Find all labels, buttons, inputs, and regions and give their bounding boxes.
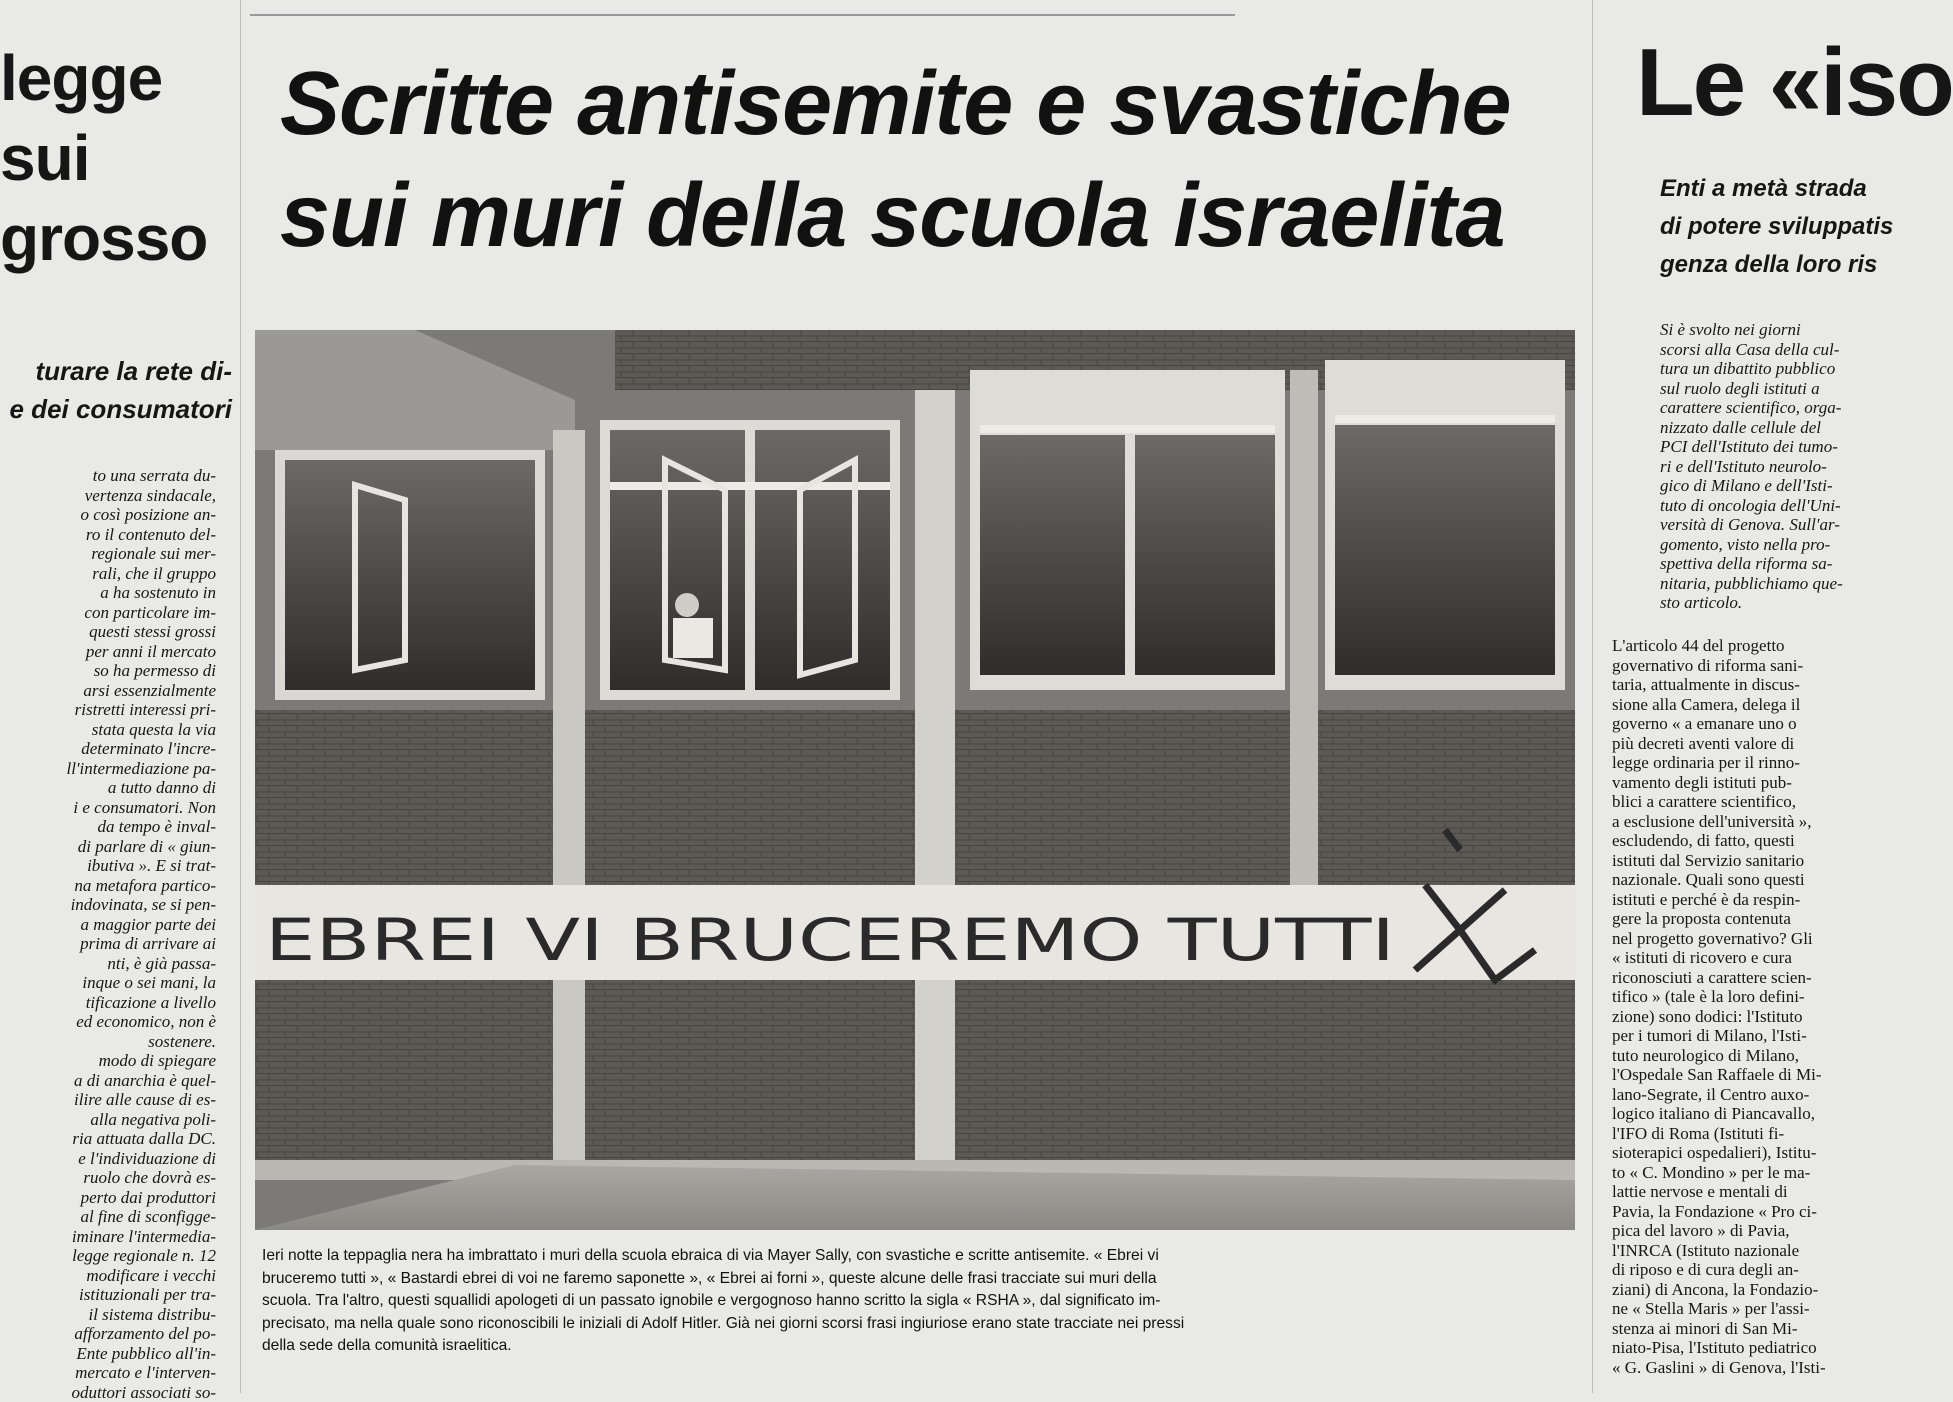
left-body-line: o così posizione an- <box>0 505 216 525</box>
caption-line: precisato, ma nella quale sono riconoscibili le iniziali di Adolf Hitler. Già nei giorni scorsi frasi ingiuriose erano state tracciate nei pressi <box>262 1313 1570 1336</box>
left-body-line: il sistema distribu- <box>0 1305 216 1325</box>
right-intro-line: nitaria, pubblichiamo que- <box>1660 574 1910 594</box>
caption-line: scuola. Tra l'altro, questi squallidi apologeti di un passato ignobile e vergognoso hanno scritto la sigla « RSHA », dal significato im- <box>262 1290 1570 1313</box>
caption-line: bruceremo tutti », « Bastardi ebrei di voi ne faremo saponette », « Ebrei ai forni », queste alcune delle frasi tracciate sui muri della <box>262 1268 1570 1291</box>
column-separator-left <box>240 0 241 1393</box>
right-intro-line: gico di Milano e dell'Isti- <box>1660 476 1910 496</box>
right-subheadline <box>1660 170 1920 284</box>
right-body-line: l'INRCA (Istituto nazionale <box>1612 1241 1920 1261</box>
right-body-line: niato-Pisa, l'Istituto pediatrico <box>1612 1338 1920 1358</box>
right-body-line: zione) sono dodici: l'Istituto <box>1612 1007 1920 1027</box>
left-body-line: sostenere. <box>0 1032 216 1052</box>
left-body-line: ll'intermediazione pa- <box>0 759 216 779</box>
top-rule <box>250 14 1235 16</box>
right-intro-line: sto articolo. <box>1660 593 1910 613</box>
right-body-line: governo « a emanare uno o <box>1612 714 1920 734</box>
left-body-line: prima di arrivare ai <box>0 934 216 954</box>
right-intro-line: scorsi alla Casa della cul- <box>1660 340 1910 360</box>
right-body-line: to « C. Mondino » per le ma- <box>1612 1163 1920 1183</box>
right-body-line: « G. Gaslini » di Genova, l'Isti- <box>1612 1358 1920 1378</box>
right-body-line: gere la proposta contenuta <box>1612 909 1920 929</box>
left-body-line: tificazione a livello <box>0 993 216 1013</box>
right-body-line: l'Ospedale San Raffaele di Mi- <box>1612 1065 1920 1085</box>
right-body-line: istituti e perché è da respin- <box>1612 890 1920 910</box>
left-body-line: vertenza sindacale, <box>0 486 216 506</box>
left-body-line: e l'individuazione di <box>0 1149 216 1169</box>
right-intro-line: spettiva della riforma sa- <box>1660 554 1910 574</box>
right-body-line: lattie nervose e mentali di <box>1612 1182 1920 1202</box>
left-body-line: oduttori associati so- <box>0 1383 216 1402</box>
right-subheadline-line: genza della loro ris <box>1660 246 1920 284</box>
right-body-line: lano-Segrate, il Centro auxo- <box>1612 1085 1920 1105</box>
right-body-line: blici a carattere scientifico, <box>1612 792 1920 812</box>
graffiti-text: EBREI VI BRUCEREMO TUTTI <box>265 906 1395 974</box>
photo-caption <box>262 1245 1570 1358</box>
school-wall-photo-illustration <box>255 330 1575 1230</box>
right-body-line: istituti dal Servizio sanitario <box>1612 851 1920 871</box>
left-body-line: ibutiva ». E si trat- <box>0 856 216 876</box>
right-body-line: l'IFO di Roma (Istituti fi- <box>1612 1124 1920 1144</box>
right-body-line: tifico » (tale è la loro defini- <box>1612 987 1920 1007</box>
left-headline-line: legge <box>0 38 232 118</box>
main-headline-line: Scritte antisemite e svastiche <box>280 48 1550 160</box>
right-body-line: per i tumori di Milano, l'Isti- <box>1612 1026 1920 1046</box>
right-intro-line: tura un dibattito pubblico <box>1660 359 1910 379</box>
right-body-line: logico italiano di Piancavallo, <box>1612 1104 1920 1124</box>
left-body-line: per anni il mercato <box>0 642 216 662</box>
left-subheadline <box>0 352 232 428</box>
left-body-line: stata questa la via <box>0 720 216 740</box>
right-body-line: di riposo e di cura degli an- <box>1612 1260 1920 1280</box>
left-body-line: regionale sui mer- <box>0 544 216 564</box>
left-body-line: afforzamento del po- <box>0 1324 216 1344</box>
right-body-line: « istituti di ricovero e cura <box>1612 948 1920 968</box>
left-body-line: ro il contenuto del- <box>0 525 216 545</box>
left-column-article <box>0 0 232 1393</box>
right-body-line: più decreti aventi valore di <box>1612 734 1920 754</box>
main-headline-line: sui muri della scuola israelita <box>280 160 1550 272</box>
left-body-line: i e consumatori. Non <box>0 798 216 818</box>
left-body-line: a maggior parte dei <box>0 915 216 935</box>
right-intro-line: ri e dell'Istituto neurolo- <box>1660 457 1910 477</box>
left-body-line: di parlare di « giun- <box>0 837 216 857</box>
left-body-line: na metafora partico- <box>0 876 216 896</box>
left-body-line: Ente pubblico all'in- <box>0 1344 216 1364</box>
right-intro-text <box>1660 320 1910 613</box>
left-body-line: to una serrata du- <box>0 466 216 486</box>
right-body-line: Pavia, la Fondazione « Pro ci- <box>1612 1202 1920 1222</box>
left-body-line: da tempo è inval- <box>0 817 216 837</box>
right-body-line: governativo di riforma sani- <box>1612 656 1920 676</box>
right-body-line: ziani) di Ancona, la Fondazio- <box>1612 1280 1920 1300</box>
right-intro-line: versità di Genova. Sull'ar- <box>1660 515 1910 535</box>
right-body-line: ne « Stella Maris » per l'assi- <box>1612 1299 1920 1319</box>
left-body-line: al fine di sconfigge- <box>0 1207 216 1227</box>
right-intro-line: gomento, visto nella pro- <box>1660 535 1910 555</box>
right-body-line: escludendo, di fatto, questi <box>1612 831 1920 851</box>
left-body-line: rali, che il gruppo <box>0 564 216 584</box>
right-intro-line: sul ruolo degli istituti a <box>1660 379 1910 399</box>
right-column-article <box>1600 0 1920 1393</box>
left-subheadline-line: e dei consumatori <box>0 390 232 428</box>
main-headline <box>280 48 1550 272</box>
right-subheadline-line: Enti a metà strada <box>1660 170 1920 208</box>
caption-line: Ieri notte la teppaglia nera ha imbrattato i muri della scuola ebraica di via Mayer Sally, con svastiche e scritte antisemite. « Ebrei vi <box>262 1245 1570 1268</box>
right-body-line: a esclusione dell'università », <box>1612 812 1920 832</box>
right-body-line: vamento degli istituti pub- <box>1612 773 1920 793</box>
right-subheadline-line: di potere sviluppatis <box>1660 208 1920 246</box>
left-body-line: perto dai produttori <box>0 1188 216 1208</box>
left-body-line: a ha sostenuto in <box>0 583 216 603</box>
left-body-text <box>0 466 216 1402</box>
cropped-previous-headline <box>420 0 980 4</box>
column-separator-right <box>1592 0 1593 1393</box>
left-body-line: a tutto danno di <box>0 778 216 798</box>
right-body-line: legge ordinaria per il rinno- <box>1612 753 1920 773</box>
school-wall-photo <box>255 330 1575 1230</box>
left-body-line: modificare i vecchi <box>0 1266 216 1286</box>
right-body-line: pica del lavoro » di Pavia, <box>1612 1221 1920 1241</box>
caption-line: della sede della comunità israelitica. <box>262 1335 1570 1358</box>
left-body-line: indovinata, se si pen- <box>0 895 216 915</box>
right-body-line: L'articolo 44 del progetto <box>1612 636 1920 656</box>
left-body-line: ruolo che dovrà es- <box>0 1168 216 1188</box>
left-body-line: ria attuata dalla DC. <box>0 1129 216 1149</box>
left-body-line: istituzionali per tra- <box>0 1285 216 1305</box>
left-body-line: ed economico, non è <box>0 1012 216 1032</box>
left-body-line: arsi essenzialmente <box>0 681 216 701</box>
left-body-line: con particolare im- <box>0 603 216 623</box>
left-headline-line: grosso <box>0 198 232 278</box>
left-headline <box>0 38 232 278</box>
right-body-line: sione alla Camera, delega il <box>1612 695 1920 715</box>
right-intro-line: PCI dell'Istituto dei tumo- <box>1660 437 1910 457</box>
right-body-line: sioterapici ospedalieri), Istitu- <box>1612 1143 1920 1163</box>
left-body-line: mercato e l'interven- <box>0 1363 216 1383</box>
right-intro-line: Si è svolto nei giorni <box>1660 320 1910 340</box>
right-body-text <box>1612 636 1920 1377</box>
left-body-line: questi stessi grossi <box>0 622 216 642</box>
right-body-line: nel progetto governativo? Gli <box>1612 929 1920 949</box>
right-headline: Le «iso <box>1636 28 1953 138</box>
left-body-line: iminare l'intermedia- <box>0 1227 216 1247</box>
left-subheadline-line: turare la rete di- <box>0 352 232 390</box>
left-body-line: ristretti interessi pri- <box>0 700 216 720</box>
right-intro-line: tuto di oncologia dell'Uni- <box>1660 496 1910 516</box>
right-intro-line: carattere scientifico, orga- <box>1660 398 1910 418</box>
left-body-line: alla negativa poli- <box>0 1110 216 1130</box>
right-body-line: tuto neurologico di Milano, <box>1612 1046 1920 1066</box>
right-intro-line: nizzato dalle cellule del <box>1660 418 1910 438</box>
left-body-line: modo di spiegare <box>0 1051 216 1071</box>
left-body-line: nti, è già passa- <box>0 954 216 974</box>
left-body-line: legge regionale n. 12 <box>0 1246 216 1266</box>
left-body-line: determinato l'incre- <box>0 739 216 759</box>
right-body-line: taria, attualmente in discus- <box>1612 675 1920 695</box>
right-body-line: riconosciuti a carattere scien- <box>1612 968 1920 988</box>
left-body-line: a di anarchia è quel- <box>0 1071 216 1091</box>
right-body-line: nazionale. Quali sono questi <box>1612 870 1920 890</box>
left-body-line: inque o sei mani, la <box>0 973 216 993</box>
left-headline-line: sui <box>0 118 232 198</box>
left-body-line: so ha permesso di <box>0 661 216 681</box>
left-body-line: ilire alle cause di es- <box>0 1090 216 1110</box>
right-body-line: stenza ai minori di San Mi- <box>1612 1319 1920 1339</box>
